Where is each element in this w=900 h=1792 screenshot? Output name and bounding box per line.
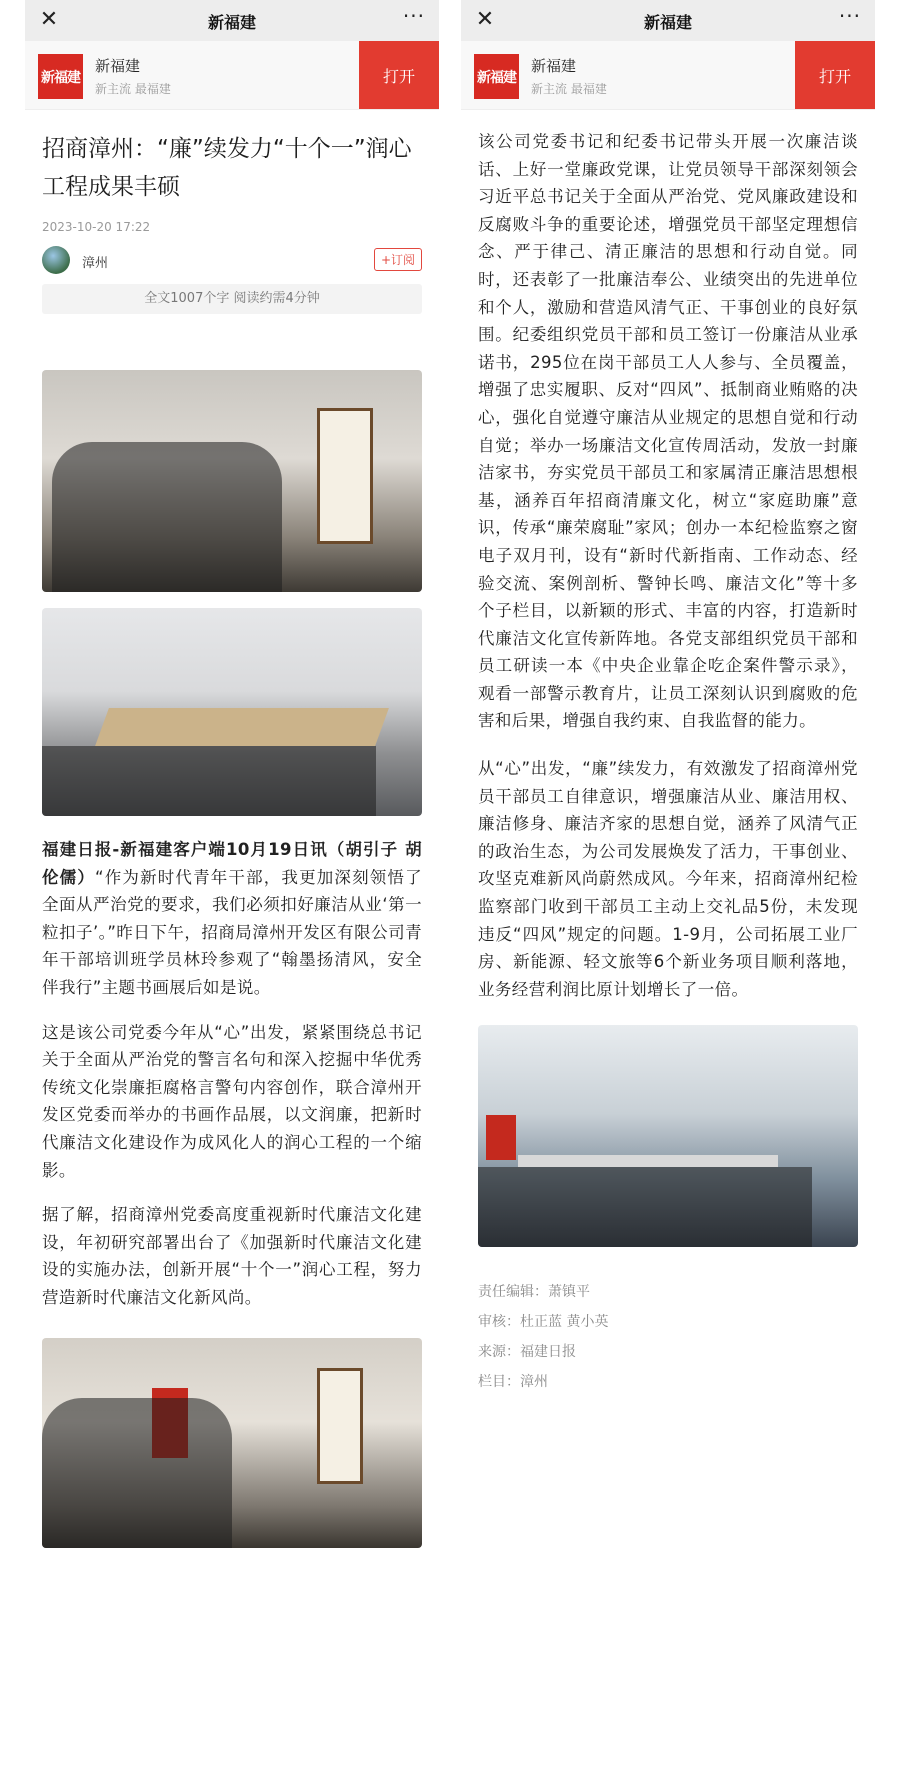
app-download-bar — [25, 41, 439, 110]
article-continued — [461, 128, 875, 1397]
editor-line: 责任编辑：萧镇平 — [478, 1284, 590, 1301]
paragraph-1: 福建日报-新福建客户端10月19日讯（胡引子 胡伦儒）“作为新时代青年干部，我更加深刻领悟了全面从严治党的要求，我们必须扣好廉洁从业‘第一粒扣子’。”昨日下午，招商局漳州开发区有限公司青年干部培训班学员林玲参观了“翰墨扬清风，安全伴我行”主题书画展后如是说。 — [42, 840, 422, 997]
right-screen — [461, 0, 875, 1792]
article-photo-calligraphy-exhibition — [42, 1338, 422, 1548]
open-app-button[interactable]: 打开 — [795, 41, 875, 109]
paragraph-5: 从“心”出发，“廉”续发力，有效激发了招商漳州党员干部员工自律意识，增强廉洁从业、廉洁用权、廉洁修身、廉洁齐家的思想自觉，涵养了风清气正的政治生态，为公司发展焕发了活力，干事创业、攻坚克难新风尚蔚然成风。今年来，招商漳州纪检监察部门收到干部员工主动上交礼品5份，未发现违反“四风”规定的问题。1-9月，公司拓展工业厂房、新能源、轻文旅等6个新业务项目顺利落地，业务经营利润比原计划增长了一倍。 — [478, 759, 858, 999]
app-slogan: 新主流 最福建 — [95, 82, 171, 96]
nav-title: 新福建 — [643, 13, 692, 32]
paragraph-2: 这是该公司党委今年从“心”出发，紧紧围绕总书记关于全面从严治党的警言名句和深入挖掘中华优秀传统文化崇廉拒腐格言警句内容创作，联合漳州开发区党委而举办的书画作品展，以文润廉，把新时代廉洁文化建设作为成风化人的润心工程的一个缩影。 — [42, 1022, 422, 1180]
article-photo-meeting-room — [42, 608, 422, 816]
column-line[interactable]: 栏目：漳州 — [478, 1374, 548, 1391]
reviewer-line: 审核：杜正蓝 黄小英 — [478, 1314, 609, 1331]
more-icon[interactable]: ··· — [838, 4, 861, 28]
article-meta — [478, 1277, 858, 1397]
left-screen — [25, 0, 439, 1792]
app-slogan: 新主流 最福建 — [531, 82, 607, 96]
app-download-bar — [461, 41, 875, 110]
author-row — [42, 246, 422, 276]
app-logo: 新福建 — [474, 54, 519, 99]
read-info: 全文1007个字 阅读约需4分钟 — [42, 284, 422, 314]
open-app-button[interactable]: 打开 — [359, 41, 439, 109]
paragraph-3: 据了解，招商漳州党委高度重视新时代廉洁文化建设，年初研究部署出台了《加强新时代廉洁文化建设的实施办法，创新开展“十个一”润心工程，努力营造新时代廉洁文化新风尚。 — [42, 1205, 422, 1307]
app-name: 新福建 — [95, 57, 141, 75]
article-photo-conference-hall — [478, 1025, 858, 1247]
close-icon[interactable]: ✕ — [39, 7, 59, 32]
dateline: 福建日报-新福建客户端10月19日讯（胡引子 胡伦儒） — [42, 840, 422, 887]
wechat-navbar — [461, 0, 875, 41]
article — [25, 130, 439, 1548]
article-photo-exhibition-visit — [42, 370, 422, 592]
subscribe-button[interactable]: +订阅 — [374, 248, 422, 271]
source-line: 来源：福建日报 — [478, 1344, 576, 1361]
app-logo: 新福建 — [38, 54, 83, 99]
article-title: 招商漳州：“廉”续发力“十个一”润心工程成果丰硕 — [42, 136, 412, 200]
nav-title: 新福建 — [207, 13, 256, 32]
more-icon[interactable]: ··· — [402, 4, 425, 28]
avatar[interactable] — [42, 246, 70, 274]
paragraph-4: 该公司党委书记和纪委书记带头开展一次廉洁谈话、上好一堂廉政党课，让党员领导干部深刻领会习近平总书记关于全面从严治党、党风廉政建设和反腐败斗争的重要论述，增强党员干部坚定理想信念、严于律己、清正廉洁的思想和行动自觉。同时，还表彰了一批廉洁奉公、业绩突出的先进单位和个人，激励和营造风清气正、干事创业的良好氛围。纪委组织党员干部和员工签订一份廉洁从业承诺书，295位在岗干部员工人人参与、全员覆盖，增强了忠实履职、反对“四风”、抵制商业贿赂的决心，强化自觉遵守廉洁从业规定的思想自觉和行动自觉；举办一场廉洁文化宣传周活动，发放一封廉洁家书，夯实党员干部员工和家属清正廉洁思想根基，涵养百年招商清廉文化，树立“家庭助廉”意识，传承“廉荣腐耻”家风；创办一本纪检监察之窗电子双月刊，设有“新时代新指南、工作动态、经验交流、案例剖析、警钟长鸣、廉洁文化”等十多个子栏目，以新颖的形式、丰富的内容，打造新时代廉洁文化宣传新阵地。各党支部组织党员干部和员工研读一本《中央企业靠企吃企案件警示录》，观看一部警示教育片，让员工深刻认识到腐败的危害和后果，增强自我约束、自我监督的能力。 — [478, 132, 858, 731]
close-icon[interactable]: ✕ — [475, 7, 495, 32]
app-name: 新福建 — [531, 57, 577, 75]
publish-date: 2023-10-20 17:22 — [42, 220, 151, 234]
author-name[interactable]: 漳州 — [82, 256, 109, 271]
wechat-navbar — [25, 0, 439, 41]
